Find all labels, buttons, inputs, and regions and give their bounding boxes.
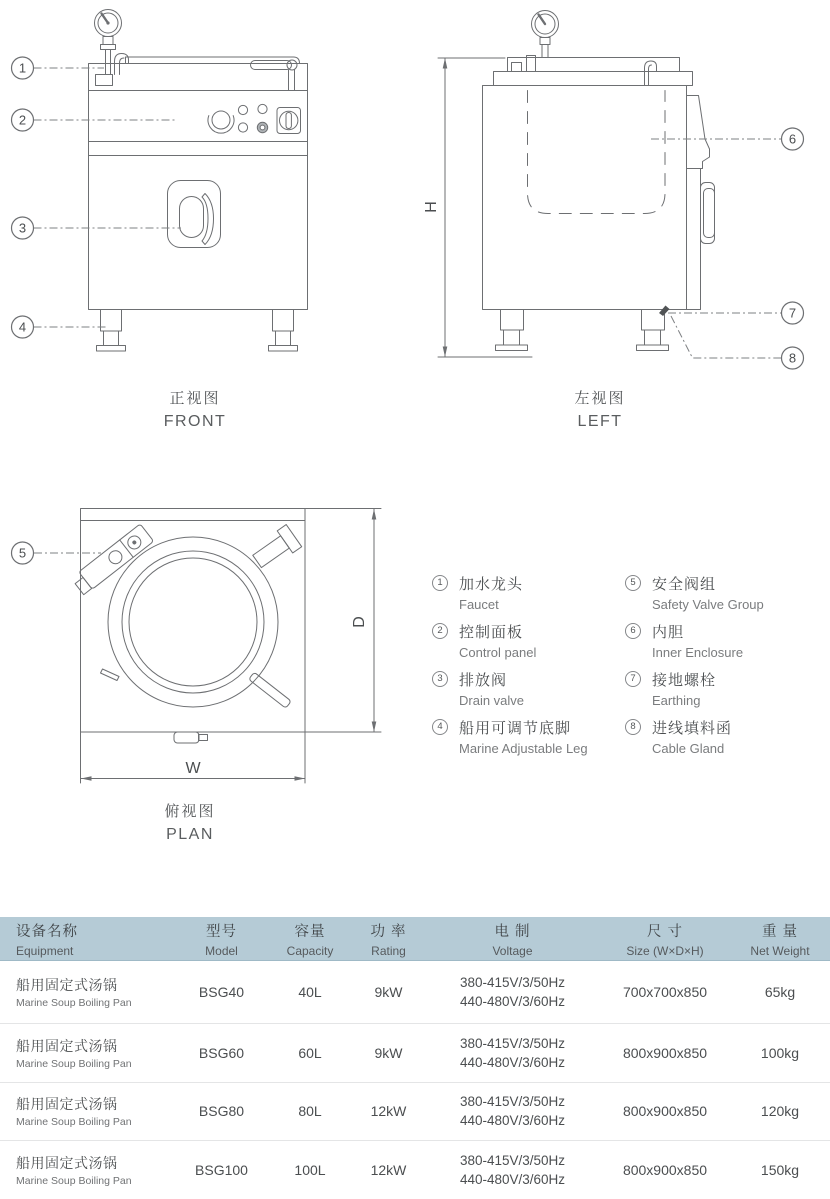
plan-view-title-zh: 俯视图 [164,803,216,820]
legend-label-en: Control panel [459,645,537,660]
legend-column-left [432,573,627,765]
legend-label-zh: 进线填料函 [652,720,733,737]
equipment-zh: 船用固定式汤锅 [16,1154,118,1171]
callout-number-5: 5 [18,545,27,561]
legend-item-drain-valve [432,669,627,708]
equipment-zh: 船用固定式汤锅 [16,977,118,993]
spout-icon [249,525,301,573]
model-cell: BSG40 [198,984,245,1000]
legend-label-zh: 接地螺栓 [652,672,717,689]
legend-label-zh: 内胆 [652,624,685,641]
left-view-title-zh: 左视图 [574,390,626,407]
legend-item-faucet [432,573,627,612]
callout-number-7: 7 [788,305,797,321]
header-zh: 尺 寸 [646,923,684,940]
voltage-line-2: 440-480V/3/60Hz [459,1171,566,1187]
equipment-cell [0,975,175,1009]
front-view-title-en: FRONT [163,413,227,430]
col-header-voltage [425,920,600,958]
legend-label-en: Marine Adjustable Leg [459,741,588,756]
legend-number-badge: 1 [432,575,448,591]
plan-view-title [110,800,270,844]
size-cell: 700x700x850 [622,984,708,1000]
header-zh: 设备名称 [16,923,78,940]
front-view-title [115,387,275,431]
equipment-en: Marine Soup Boiling Pan [16,997,132,1009]
equipment-en: Marine Soup Boiling Pan [16,1057,132,1070]
rating-cell: 9kW [374,984,403,1000]
cabinet-front-outline [89,57,308,310]
header-en: Size (W×D×H) [626,943,704,958]
weight-cell: 65kg [764,984,796,1000]
legend-label-zh: 安全阀组 [652,576,717,593]
model-cell: BSG60 [198,1044,245,1061]
legend-number-badge: 5 [625,575,641,591]
model-cell: BSG80 [198,1103,245,1120]
legend-number-badge: 3 [432,671,448,687]
size-cell: 800x900x850 [622,1103,708,1120]
legend-label-en: Inner Enclosure [652,645,744,660]
legend-label-en: Drain valve [459,693,525,708]
plan-view-title-en: PLAN [166,826,214,843]
voltage-cell [425,1034,600,1072]
table-row-bsg100 [0,1141,830,1199]
height-dimension [438,58,532,357]
table-row-bsg80 [0,1083,830,1142]
legend-label-en: Faucet [459,597,499,612]
equipment-en: Marine Soup Boiling Pan [16,1174,132,1187]
control-panel-icons [208,104,301,133]
weight-cell: 120kg [760,1103,800,1120]
voltage-line-1: 380-415V/3/50Hz [459,1035,566,1051]
front-callout-circles [12,57,34,338]
col-header-capacity [268,920,352,958]
callout-number-4: 4 [18,319,27,335]
left-callout-circles [782,128,804,369]
callout-number-3: 3 [18,220,27,236]
header-zh: 容量 [294,923,326,940]
header-en: Equipment [16,943,74,958]
legend-item-inner-enclosure [625,621,820,660]
callout-number-1: 1 [18,60,27,76]
header-en: Capacity [286,943,334,958]
lid-latch-icon [101,669,120,681]
legend-item-control-panel [432,621,627,660]
voltage-line-2: 440-480V/3/60Hz [459,1113,566,1129]
inner-enclosure-dashed [528,91,666,214]
model-cell: BSG100 [195,1161,248,1178]
voltage-cell [425,973,600,1011]
front-view-title-zh: 正视图 [169,390,221,407]
equipment-zh: 船用固定式汤锅 [16,1037,118,1054]
legend [432,573,830,758]
equipment-zh: 船用固定式汤锅 [16,1096,118,1113]
legend-number-badge: 7 [625,671,641,687]
legend-column-right [625,573,820,765]
legend-label-zh: 加水龙头 [459,576,524,593]
voltage-line-2: 440-480V/3/60Hz [459,1054,566,1070]
header-en: Rating [371,943,406,958]
size-cell: 800x900x850 [622,1044,708,1061]
capacity-cell: 100L [294,1161,326,1178]
door-icon [168,181,221,248]
rating-cell: 12kW [370,1161,407,1178]
rating-cell: 9kW [374,1044,403,1061]
equipment-cell [0,1153,175,1187]
depth-dim-label: D [351,616,368,628]
header-zh: 电 制 [494,923,531,940]
legend-item-marine-leg [432,717,627,756]
voltage-line-1: 380-415V/3/50Hz [459,1152,566,1168]
callout-number-6: 6 [788,131,797,147]
legend-label-zh: 船用可调节底脚 [459,720,572,737]
weight-cell: 150kg [760,1161,800,1178]
callout-number-2: 2 [18,112,27,128]
header-zh: 型号 [206,923,237,940]
voltage-line-1: 380-415V/3/50Hz [459,1094,566,1110]
lid-handle-icon [251,60,298,91]
height-dim-label: H [423,201,440,213]
col-header-model [175,920,268,958]
weight-cell: 100kg [760,1044,800,1061]
faucet-side-icon [645,61,657,86]
spec-table [0,917,830,1199]
voltage-cell [425,1151,600,1189]
header-zh: 重 量 [761,923,799,940]
header-zh: 功 率 [370,923,407,940]
left-view-title-en: LEFT [577,413,623,430]
table-row-bsg40 [0,961,830,1024]
legend-label-en: Cable Gland [652,741,725,756]
legend-number-badge: 4 [432,719,448,735]
legend-item-safety-valve [625,573,820,612]
legend-label-zh: 排放阀 [459,672,508,689]
legend-label-en: Earthing [652,693,701,708]
col-header-equipment [0,920,175,958]
width-dim-label: W [185,760,201,777]
equipment-cell [0,1036,175,1070]
legend-item-cable-gland [625,717,820,756]
capacity-cell: 60L [298,1044,322,1061]
depth-dimension [306,509,382,733]
legend-item-earthing [625,669,820,708]
legend-number-badge: 2 [432,623,448,639]
legend-label-zh: 控制面板 [459,624,524,641]
equipment-cell [0,1094,175,1128]
front-callout-leaders [34,68,182,327]
pressure-gauge-icon [95,10,122,86]
header-en: Net Weight [750,943,810,958]
col-header-weight [730,920,830,958]
side-panel-outline [687,96,715,310]
equipment-en: Marine Soup Boiling Pan [16,1116,132,1129]
capacity-cell: 80L [298,1103,322,1120]
legend-number-badge: 6 [625,623,641,639]
left-callout-leaders [651,139,781,358]
callout-number-8: 8 [788,350,797,366]
pan-handle-icon [249,672,292,708]
rating-cell: 12kW [370,1103,407,1120]
voltage-cell [425,1092,600,1130]
header-en: Model [205,943,238,958]
cabinet-left-outline [483,58,693,310]
col-header-rating [352,920,425,958]
capacity-cell: 40L [298,984,322,1000]
voltage-line-2: 440-480V/3/60Hz [459,994,566,1009]
legend-label-en: Safety Valve Group [652,597,764,612]
left-view-title [520,387,680,431]
col-header-size [600,920,730,958]
legend-number-badge: 8 [625,719,641,735]
earthing-bolt-icon [659,306,670,317]
pressure-gauge-side-icon [512,11,559,72]
table-header-row [0,917,830,961]
header-en: Voltage [492,943,533,958]
table-row-bsg60 [0,1024,830,1083]
size-cell: 800x900x850 [622,1161,708,1178]
drain-valve-icon [174,732,208,743]
adjustable-legs-front [97,310,298,352]
voltage-line-1: 380-415V/3/50Hz [459,975,566,990]
adjustable-legs-left [496,310,669,351]
